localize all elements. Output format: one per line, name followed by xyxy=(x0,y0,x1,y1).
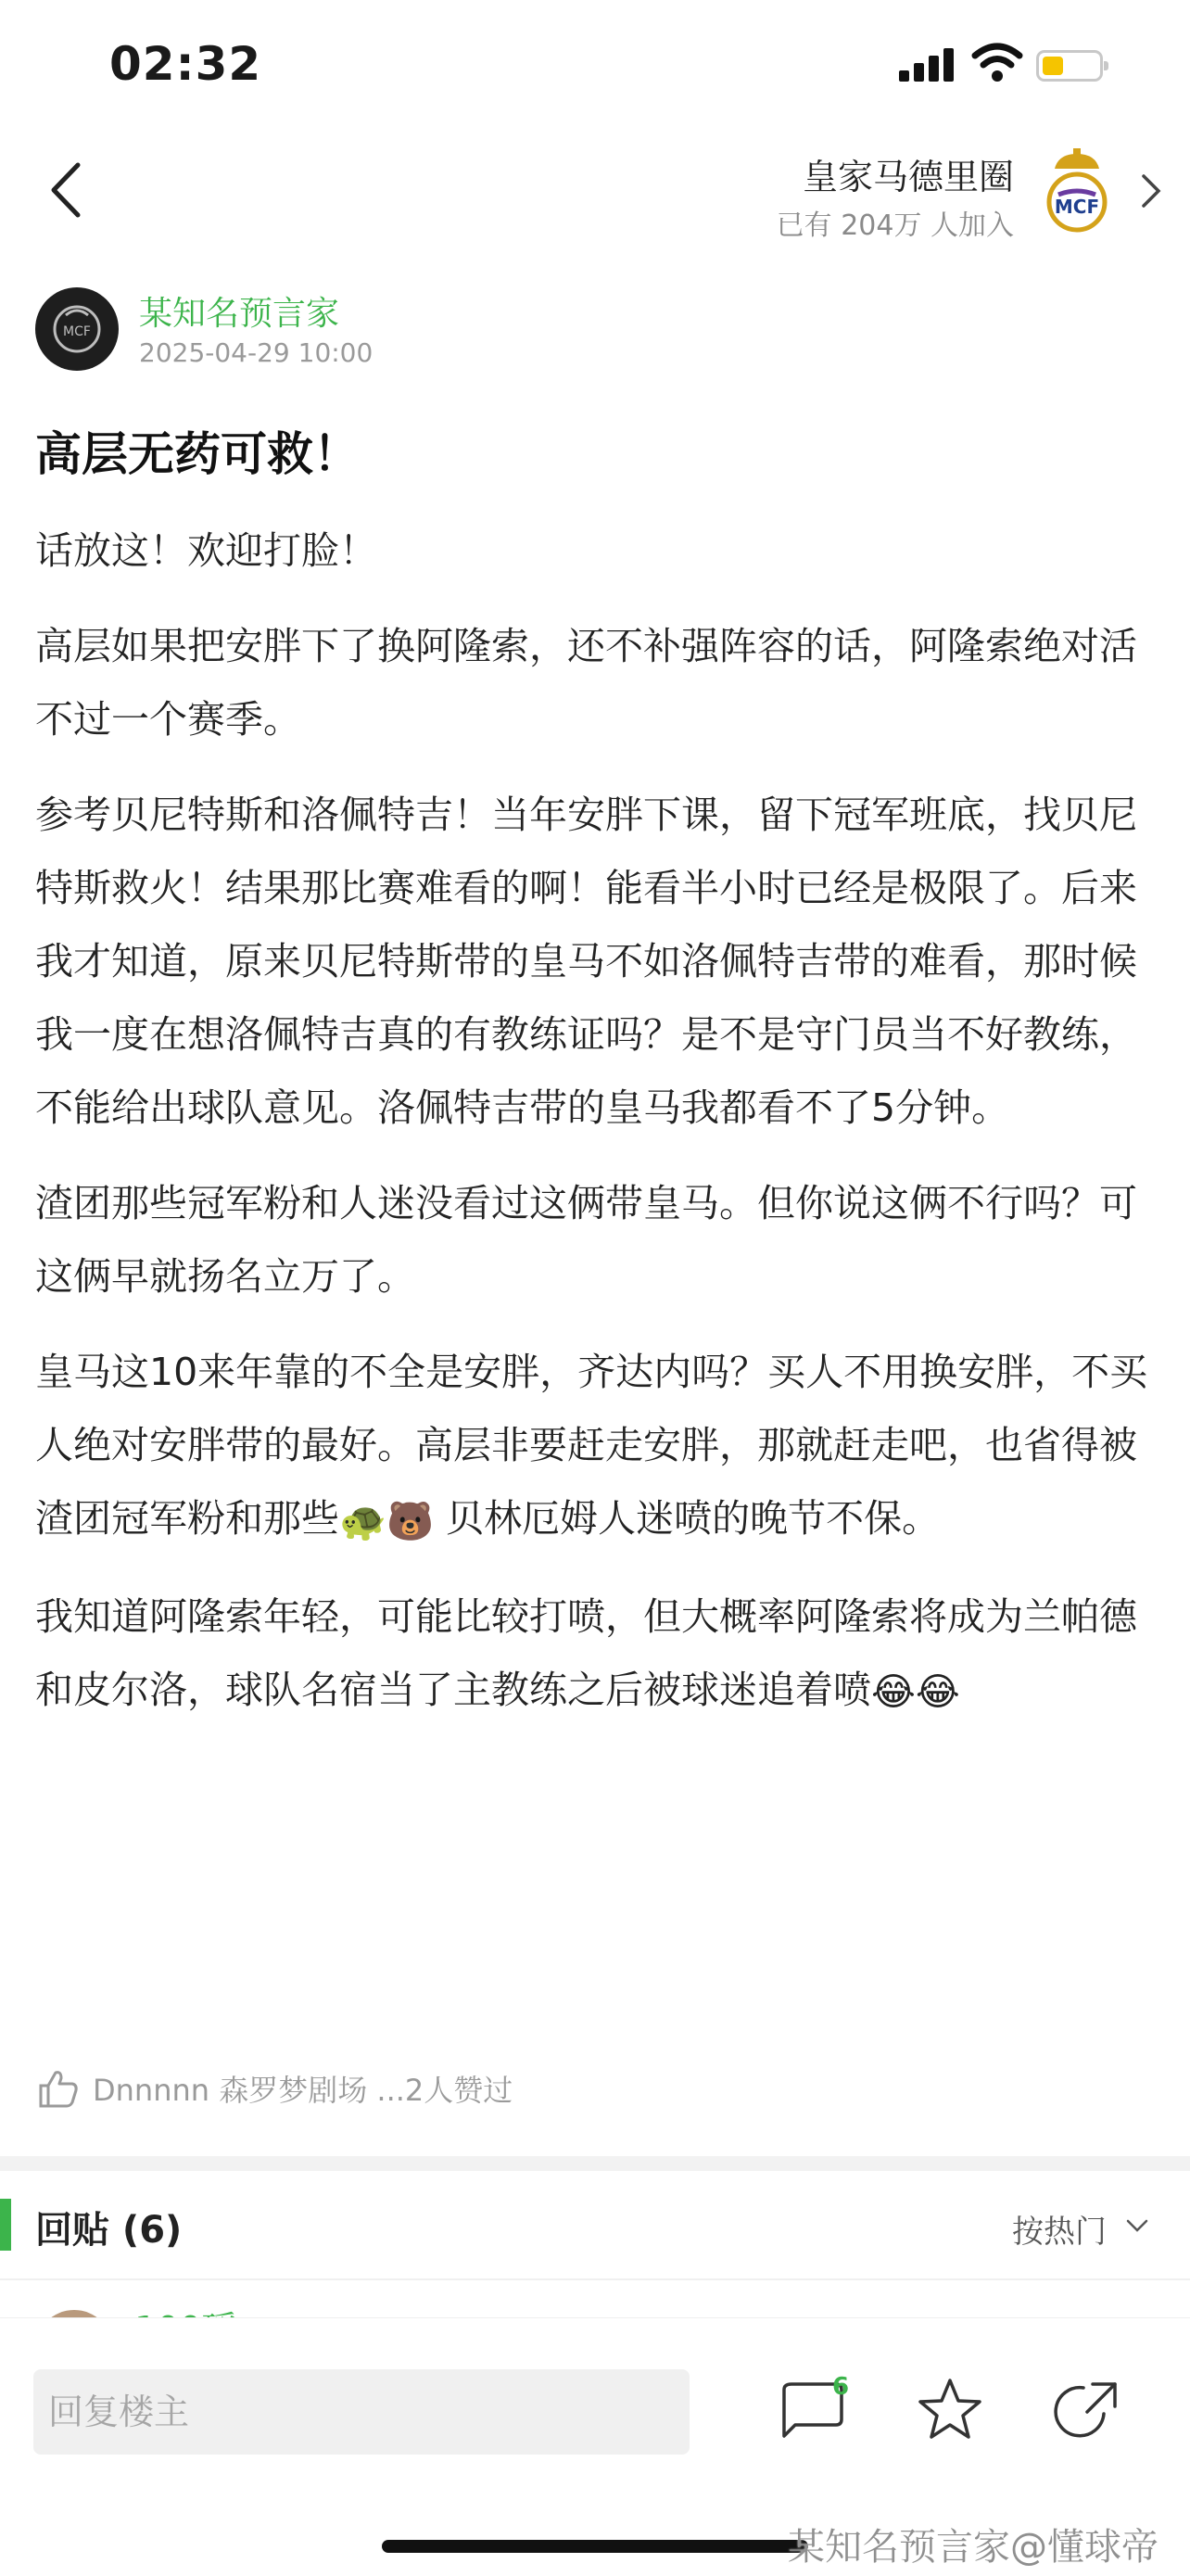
thumbs-up-icon[interactable] xyxy=(37,2067,80,2110)
watermark: 某知名预言家@懂球帝 xyxy=(788,2526,1158,2569)
battery-icon xyxy=(1036,50,1103,82)
sort-dropdown[interactable]: 按热门 xyxy=(1012,2214,1107,2251)
likes-row[interactable] xyxy=(37,2065,513,2112)
section-divider xyxy=(0,2156,1190,2171)
svg-text:MCF: MCF xyxy=(1054,196,1100,218)
paragraph-text: 贝林厄姆人迷喷的晚节不保。 xyxy=(434,1496,941,1541)
laughing-emoji: 😂 xyxy=(871,1669,916,1714)
reply-input[interactable] xyxy=(33,2369,690,2455)
post-paragraph: 高层如果把安胖下了换阿隆索，还不补强阵容的话，阿隆索绝对活不过一个赛季。 xyxy=(35,624,1137,742)
author-name[interactable]: 某知名预言家 xyxy=(139,295,340,333)
circle-member-count: 已有 204万 人加入 xyxy=(776,209,1014,242)
paragraph-text: 我知道阿隆索年轻，可能比较打喷，但大概率阿隆索将成为兰帕德和皮尔洛，球队名宿当了主教练之后被球迷追着喷 xyxy=(35,1593,1137,1712)
replies-title: 回贴 (6) xyxy=(35,2209,183,2252)
circle-name[interactable]: 皇家马德里圈 xyxy=(802,157,1014,197)
turtle-emoji: 🐢 xyxy=(339,1498,387,1543)
paragraph-text: 皇马这10来年靠的不全是安胖，齐达内吗？买人不用换安胖，不买人绝对安胖带的最好。高层非要赶走安胖，那就赶走吧，也省得被渣团冠军粉和那些 xyxy=(35,1350,1148,1541)
post-body xyxy=(35,514,1157,1751)
chevron-right-icon[interactable] xyxy=(1136,171,1164,211)
laughing-emoji: 😂 xyxy=(915,1669,960,1714)
comment-count-badge: 6 xyxy=(832,2373,850,2401)
divider xyxy=(0,2278,1190,2280)
section-accent-bar xyxy=(0,2199,11,2251)
post-paragraph: 渣团那些冠军粉和人迷没看过这俩带皇马。但你说这俩不行吗？可这俩早就扬名立万了。 xyxy=(35,1181,1137,1299)
post-paragraph xyxy=(35,1336,1157,1558)
back-chevron-icon[interactable] xyxy=(44,158,91,222)
post-paragraph: 参考贝尼特斯和洛佩特吉！当年安胖下课，留下冠军班底，找贝尼特斯救火！结果那比赛难看的啊！能看半小时已经是极限了。后来我才知道，原来贝尼特斯带的皇马不如洛佩特吉带的难看，那时候我一度在想洛佩特吉真的有教练证吗？是不是守门员当不好教练，不能给出球队意见。洛佩特吉带的皇马我都看不了5分钟。 xyxy=(35,793,1137,1130)
post-title: 高层无药可救！ xyxy=(35,427,360,481)
home-indicator xyxy=(382,2540,808,2553)
post-paragraph xyxy=(35,1580,1157,1730)
post-paragraph: 话放这！欢迎打脸！ xyxy=(35,528,377,573)
post-timestamp: 2025-04-29 10:00 xyxy=(139,337,373,368)
share-icon[interactable] xyxy=(1052,2373,1126,2447)
likes-text: Dnnnnn 森罗梦剧场 ...2人赞过 xyxy=(93,2073,513,2108)
bear-emoji: 🐻 xyxy=(386,1498,435,1543)
wifi-icon xyxy=(971,43,1023,83)
chevron-down-icon[interactable] xyxy=(1123,2212,1151,2240)
signal-icon xyxy=(899,48,956,82)
svg-text:MCF: MCF xyxy=(63,324,91,339)
status-time: 02:32 xyxy=(109,37,262,91)
author-avatar[interactable] xyxy=(35,287,119,371)
avatar-crest-icon xyxy=(35,287,119,371)
star-icon[interactable] xyxy=(913,2373,987,2447)
club-crest-icon[interactable] xyxy=(1045,148,1108,237)
